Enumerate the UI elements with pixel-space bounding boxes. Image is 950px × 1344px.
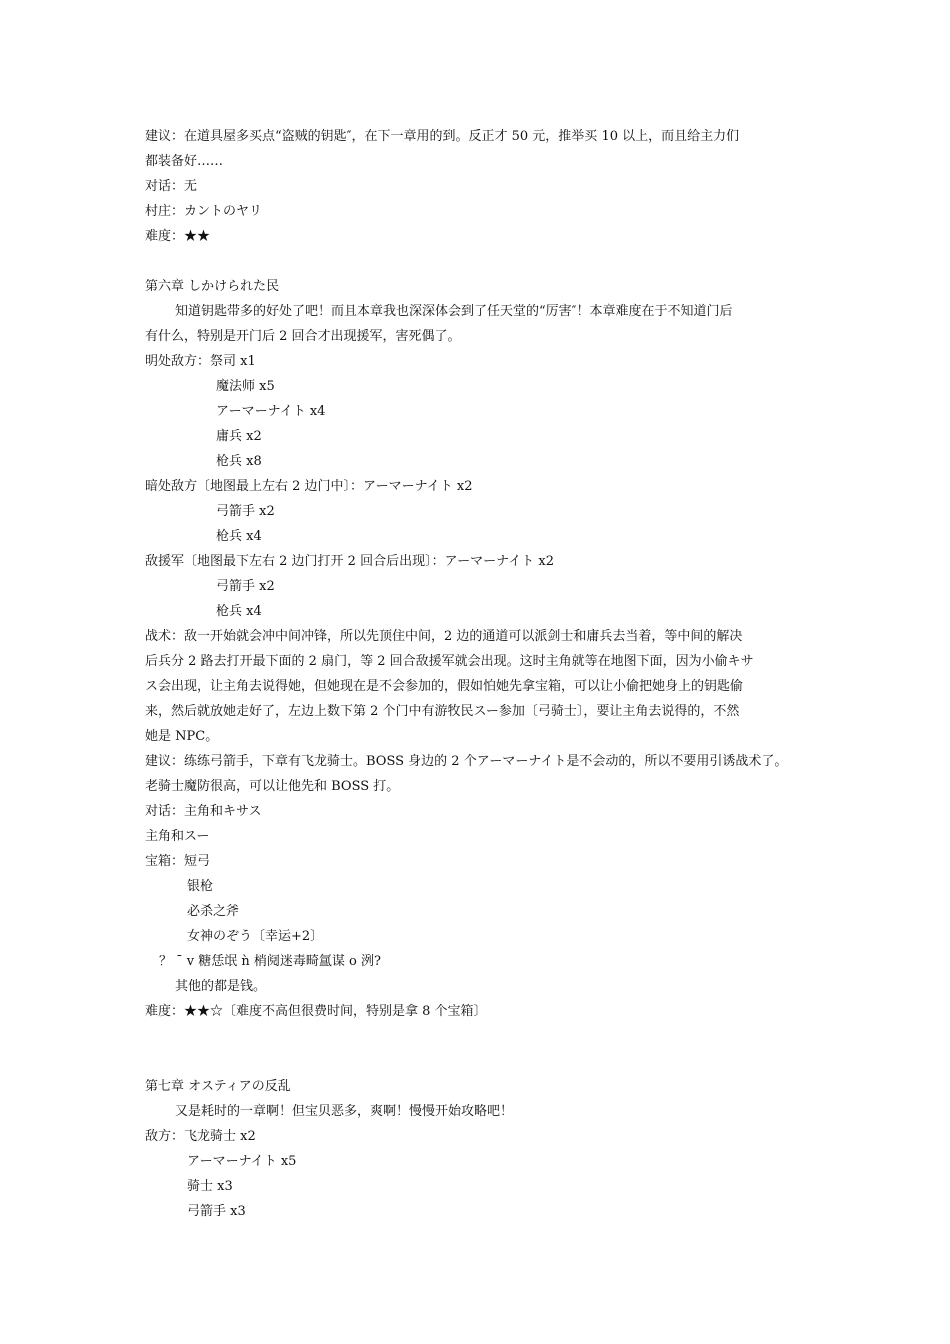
document-body — [145, 124, 835, 1224]
ch6-reinforcements: 敌援军〔地图最下左右 2 边门打开 2 回合后出现〕：アーマーナイト x2 — [145, 554, 555, 569]
ch6-others-note: 其他的都是钱。 — [175, 979, 267, 994]
ch6-difficulty: 难度：★★☆〔难度不高但很费时间，特别是拿 8 个宝箱〕 — [145, 1004, 487, 1019]
ch6-reinforcement: 枪兵 x4 — [216, 604, 262, 619]
ch6-chest-item: 必杀之斧 — [187, 904, 240, 919]
ch6-tactics-line: 后兵分 2 路去打开最下面的 2 扇门，等 2 回合敌援军就会出现。这时主角就等在地图下面，因为小偷キサ — [145, 654, 754, 669]
ch6-visible-enemy: 枪兵 x8 — [216, 454, 262, 469]
ch6-tactics-line: 她是 NPC。 — [145, 729, 219, 744]
ch6-visible-enemy: 魔法师 x5 — [216, 379, 275, 394]
ch6-chest-item: 银枪 — [187, 879, 214, 894]
ch6-tactics-line: ス会出现，让主角去说得她，但她现在是不会参加的，假如怕她先拿宝箱，可以让小偷把她身上的钥匙偷 — [145, 679, 744, 694]
ch7-enemy: 骑士 x3 — [187, 1179, 233, 1194]
ch7-intro: 又是耗时的一章啊！但宝贝恶多，爽啊！慢慢开始攻略吧！ — [175, 1104, 514, 1119]
ch6-advice-line: 老骑士魔防很高，可以让他先和 BOSS 打。 — [145, 779, 400, 794]
ch6-advice-line: 建议：练练弓箭手，下章有飞龙骑士。BOSS 身边的 2 个アーマーナイト是不会动的，所以不要用引诱战术了。 — [145, 754, 788, 769]
ch6-title: 第六章 しかけられた民 — [145, 279, 280, 294]
ch5-difficulty: 难度：★★ — [145, 229, 211, 244]
ch6-tactics-line: 来，然后就放她走好了，左边上数下第 2 个门中有游牧民スー参加〔弓骑士〕，要让主角去说得的，不然 — [145, 704, 740, 719]
ch6-visible-enemy: アーマーナイト x4 — [216, 404, 326, 419]
ch6-reinforcement: 弓箭手 x2 — [216, 579, 275, 594]
ch6-dialog-line2: 主角和スー — [145, 829, 210, 844]
ch5-village: 村庄：カントのヤリ — [145, 204, 263, 219]
ch7-title: 第七章 オスティアの反乱 — [145, 1079, 291, 1094]
ch6-chest-item: 女神のぞう〔幸运+2〕 — [187, 929, 324, 944]
ch7-enemy: 弓箭手 x3 — [187, 1204, 246, 1219]
ch6-chests: 宝箱：短弓 — [145, 854, 211, 869]
ch6-hidden-enemies: 暗处敌方〔地图最上左右 2 边门中〕：アーマーナイト x2 — [145, 479, 473, 494]
ch6-hidden-enemy: 弓箭手 x2 — [216, 504, 275, 519]
ch6-hidden-enemy: 枪兵 x4 — [216, 529, 262, 544]
ch5-dialog: 对话：无 — [145, 179, 198, 194]
ch6-tactics-line: 战术：敌一开始就会冲中间冲锋，所以先顶住中间，2 边的通道可以派剑士和庸兵去当着，等中间的解决 — [145, 629, 743, 644]
ch6-visible-enemy: 庸兵 x2 — [216, 429, 262, 444]
ch6-intro-line2: 有什么，特别是开门后 2 回合才出现援军，害死偶了。 — [145, 329, 461, 344]
ch6-intro-line1: 知道钥匙带多的好处了吧！而且本章我也深深体会到了任天堂的“厉害″！本章难度在于不知道门后 — [175, 304, 733, 319]
ch6-visible-enemies: 明处敌方：祭司 x1 — [145, 354, 256, 369]
ch6-garbled-line: ？ ¯ v 糖恁氓 ǹ 梢阋迷毒畸氲谋 o 洌? — [159, 954, 381, 969]
ch7-enemy: アーマーナイト x5 — [187, 1154, 297, 1169]
ch6-dialog-line1: 对话：主角和キサス — [145, 804, 262, 819]
ch5-advice-line1: 建议：在道具屋多买点“盗贼的钥匙″，在下一章用的到。反正才 50 元，推举买 10 以上，而且给主力们 — [145, 129, 740, 144]
ch5-advice-line2: 都装备好…… — [145, 154, 224, 169]
ch7-enemies: 敌方：飞龙骑士 x2 — [145, 1129, 256, 1144]
